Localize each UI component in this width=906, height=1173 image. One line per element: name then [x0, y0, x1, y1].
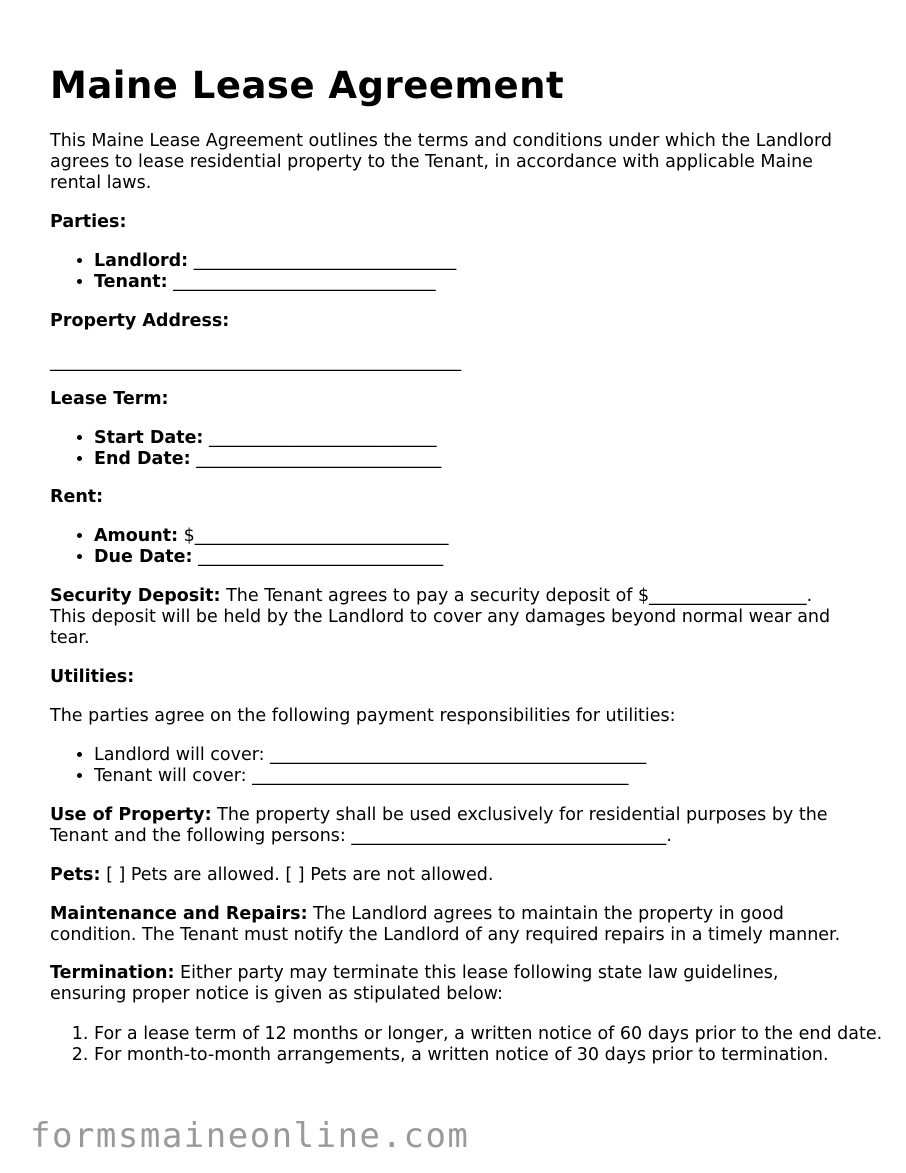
utilities-heading: Utilities:: [50, 667, 135, 687]
landlord-blank: ______________________________: [193, 251, 457, 271]
due-date-blank: ____________________________: [198, 547, 444, 567]
list-item: [94, 449, 894, 470]
property-address-blank: _______________________________________________: [50, 352, 462, 372]
use-of-property-paragraph: [50, 805, 850, 847]
utilities-list: [50, 745, 894, 787]
landlord-label: Landlord:: [94, 251, 189, 271]
termination-text: Either party may terminate this lease following state law guidelines, ensuring proper notice is given as stipulated below:: [50, 963, 779, 1004]
pets-paragraph: [50, 865, 850, 886]
intro-paragraph: This Maine Lease Agreement outlines the terms and conditions under which the Landlord agrees to lease residential property to the Tenant, in accordance with applicable Maine rental laws.: [50, 131, 832, 193]
property-address-heading: Property Address:: [50, 311, 230, 331]
list-item: [94, 251, 894, 272]
list-item: 1. For a lease term of 12 months or longer, a written notice of 60 days prior to the end date.: [94, 1024, 894, 1045]
maintenance-paragraph: [50, 904, 850, 946]
rent-list: [50, 526, 894, 568]
security-deposit-paragraph: [50, 586, 850, 649]
tenant-label: Tenant:: [94, 272, 168, 292]
utilities-intro: The parties agree on the following payment responsibilities for utilities:: [50, 706, 676, 726]
end-date-blank: ____________________________: [196, 449, 442, 469]
list-item: • Tenant will cover: ___________________________________________: [94, 766, 894, 787]
parties-heading: Parties:: [50, 212, 127, 232]
termination-list: [50, 1024, 894, 1066]
list-item: [94, 428, 894, 449]
tenant-blank: ______________________________: [173, 272, 436, 292]
pets-text: [ ] Pets are allowed. [ ] Pets are not allowed.: [106, 865, 494, 885]
rent-amount-blank: $_____________________________: [183, 526, 449, 546]
rent-heading: Rent:: [50, 487, 104, 507]
start-date-blank: __________________________: [209, 428, 437, 448]
list-item: [94, 272, 894, 293]
due-date-label: Due Date:: [94, 547, 193, 567]
list-item: • Landlord will cover: ___________________________________________: [94, 745, 894, 766]
termination-paragraph: [50, 963, 850, 1005]
parties-list: [50, 251, 894, 293]
rent-amount-label: Amount:: [94, 526, 179, 546]
start-date-label: Start Date:: [94, 428, 204, 448]
use-of-property-label: Use of Property:: [50, 805, 212, 825]
list-item: [94, 526, 894, 547]
pets-label: Pets:: [50, 865, 101, 885]
maintenance-text: The Landlord agrees to maintain the property in good condition. The Tenant must notify the Landlord of any required repairs in a timely manner.: [50, 904, 841, 945]
lease-term-list: [50, 428, 894, 470]
list-item: [94, 547, 894, 568]
use-of-property-text: The property shall be used exclusively for residential purposes by the Tenant and the following persons: ____________________________________.: [50, 805, 828, 846]
security-deposit-label: Security Deposit:: [50, 586, 221, 606]
page-title: Maine Lease Agreement: [50, 64, 565, 107]
security-deposit-text: The Tenant agrees to pay a security deposit of $__________________. This deposit will be held by the Landlord to cover any damages beyond normal wear and tear.: [50, 586, 831, 648]
termination-label: Termination:: [50, 963, 175, 983]
end-date-label: End Date:: [94, 449, 191, 469]
maintenance-label: Maintenance and Repairs:: [50, 904, 308, 924]
list-item: 2. For month-to-month arrangements, a written notice of 30 days prior to termination.: [94, 1045, 894, 1066]
lease-term-heading: Lease Term:: [50, 389, 169, 409]
watermark: formsmaineonline.com: [30, 1116, 470, 1156]
